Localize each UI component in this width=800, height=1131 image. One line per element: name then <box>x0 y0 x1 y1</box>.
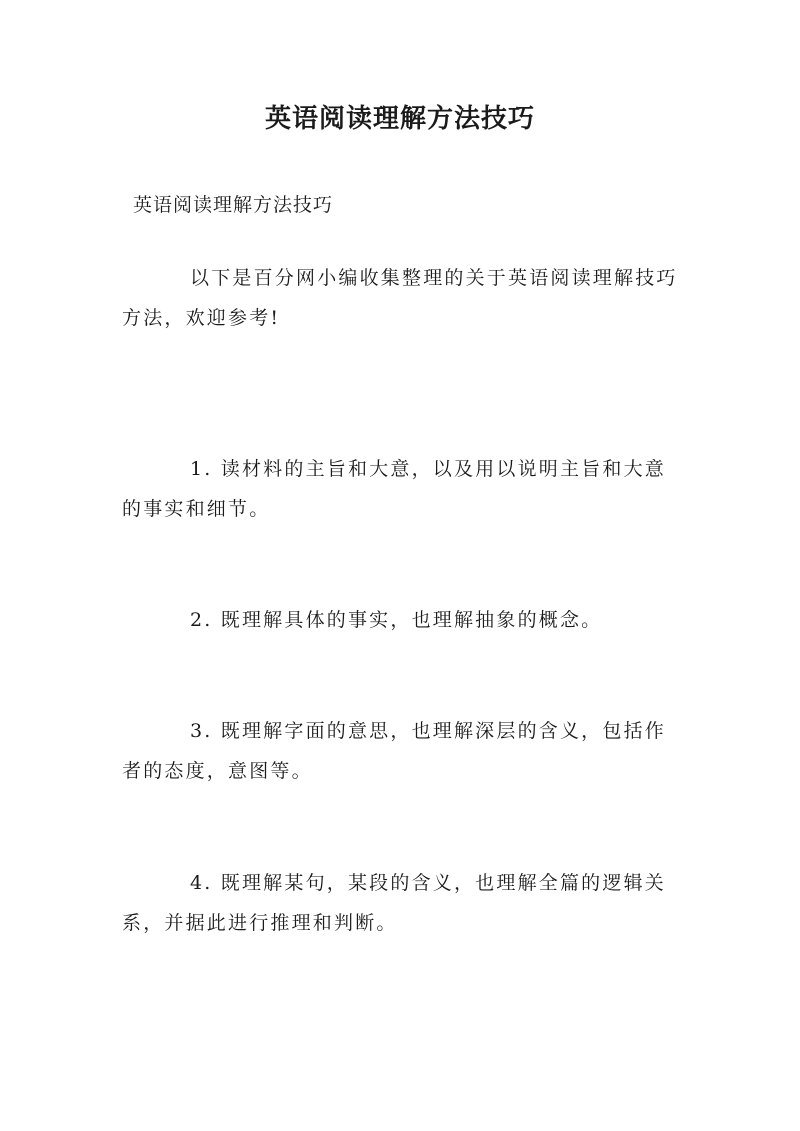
document-subtitle: 英语阅读理解方法技巧 <box>133 194 334 216</box>
paragraph-item-1: 1. 读材料的主旨和大意，以及用以说明主旨和大意的事实和细节。 <box>122 458 666 520</box>
paragraph-item-4: 4. 既理解某句，某段的含义，也理解全篇的逻辑关系，并据此进行推理和判断。 <box>122 872 666 934</box>
intro-paragraph: 以下是百分网小编收集整理的关于英语阅读理解技巧方法，欢迎参考! <box>122 267 678 329</box>
paragraph-item-3: 3. 既理解字面的意思，也理解深层的含义，包括作者的态度，意图等。 <box>122 720 666 782</box>
page-title: 英语阅读理解方法技巧 <box>264 104 535 134</box>
paragraph-item-2: 2. 既理解具体的事实，也理解抽象的概念。 <box>190 609 603 631</box>
